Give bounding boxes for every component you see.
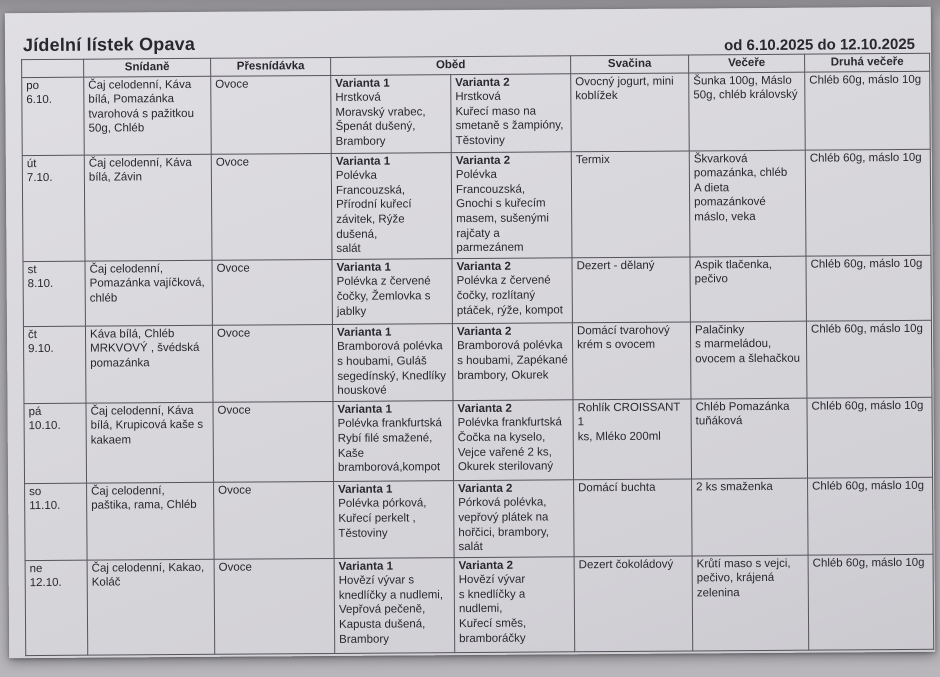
lunch-variant1-text: Polévka Francouzská, Přírodní kuřecí závitek, Rýže dušená, salát	[335, 169, 412, 256]
lunch-variant2-text: Polévka frankfurtská Čočka na kyselo, Vejce vařené 2 ks, Okurek sterilovaný	[457, 416, 562, 474]
header-second-dinner: Druhá večeře	[805, 53, 930, 71]
day-date: 10.10.	[28, 420, 61, 433]
morning-snack-cell: Ovoce	[211, 75, 332, 154]
page-title: Jídelní lístek Opava	[22, 33, 196, 56]
lunch-variant2-cell	[453, 400, 574, 481]
row-saturday	[25, 477, 934, 560]
variant2-label: Varianta 2	[458, 559, 514, 572]
header-breakfast: Snídaně	[84, 58, 211, 76]
lunch-variant1-text: Polévka pórková, Kuřecí perkelt , Těstoviny	[338, 497, 427, 540]
morning-snack-cell: Ovoce	[214, 558, 335, 654]
lunch-variant2-cell	[452, 258, 572, 324]
lunch-variant2-cell	[454, 556, 575, 652]
day-cell	[25, 560, 88, 655]
lunch-variant1-text: Polévka frankfurtská Rybí filé smažené, Kaše bramborová,kompot	[337, 417, 442, 475]
morning-snack-cell: Ovoce	[212, 259, 332, 325]
day-abbrev: so	[29, 485, 42, 498]
second-dinner-cell: Chléb 60g, máslo 10g	[805, 149, 931, 256]
variant1-label: Varianta 1	[336, 326, 392, 339]
morning-snack-cell: Ovoce	[212, 324, 333, 402]
variant1-label: Varianta 1	[336, 261, 391, 274]
afternoon-snack-cell: Termix	[571, 151, 690, 258]
variant2-label: Varianta 2	[455, 154, 511, 167]
variant1-label: Varianta 1	[338, 560, 394, 573]
date-range: od 6.10.2025 do 12.10.2025	[723, 35, 916, 55]
lunch-variant2-text: Polévka z červené čočky, rozlítaný ptáček, rýže, kompot	[456, 274, 563, 317]
lunch-variant1-cell	[333, 400, 454, 481]
variant1-label: Varianta 1	[337, 403, 392, 416]
lunch-variant2-text: Bramborová polévka s houbami, Zapékané brambory, Okurek	[457, 339, 568, 382]
afternoon-snack-cell: Rohlík CROISSANT 1 ks, Mléko 200ml	[573, 399, 692, 480]
day-abbrev: čt	[27, 328, 38, 341]
day-date: 9.10.	[28, 343, 54, 356]
dinner-cell: Palačinky s marmeládou, ovocem a šlehačkou	[690, 321, 807, 399]
day-date: 12.10.	[29, 577, 62, 590]
day-date: 11.10.	[29, 500, 61, 513]
second-dinner-cell: Chléb 60g, máslo 10g	[807, 397, 933, 478]
breakfast-cell: Čaj celodenní, paštika, rama, Chléb	[87, 482, 215, 560]
morning-snack-cell: Ovoce	[211, 153, 332, 260]
lunch-variant2-cell	[452, 323, 573, 401]
lunch-variant1-cell	[334, 557, 455, 653]
lunch-variant2-text: Polévka Francouzská, Gnochi s kuřecím masem, sušenými rajčaty a parmezánem	[455, 168, 549, 255]
header-lunch: Oběd	[331, 56, 571, 75]
breakfast-cell: Čaj celodenní, Pomazánka vajíčková, chléb	[85, 260, 212, 326]
afternoon-snack-cell: Dezert čokoládový	[574, 556, 693, 652]
afternoon-snack-cell: Ovocný jogurt, mini koblížek	[571, 73, 690, 152]
variant2-label: Varianta 2	[457, 402, 512, 415]
row-monday	[22, 71, 931, 155]
variant2-label: Varianta 2	[455, 76, 510, 89]
header-afternoon-snack: Svačina	[571, 55, 689, 73]
breakfast-cell: Čaj celodenní, Káva bílá, Pomazánka tvarohová s pažitkou 50g, Chléb	[84, 76, 212, 155]
lunch-variant1-cell	[332, 258, 452, 324]
afternoon-snack-cell: Domácí tvarohový krém s ovocem	[572, 322, 691, 400]
variant1-label: Varianta 1	[335, 77, 390, 90]
lunch-variant1-cell	[331, 152, 452, 259]
lunch-variant2-text: Hovězí vývar s knedlíčky a nudlemi, Kuřecí směs, bramboráčky	[458, 573, 527, 645]
weekly-menu-table	[21, 53, 934, 656]
variant2-label: Varianta 2	[456, 260, 511, 273]
breakfast-cell: Čaj celodenní, Káva bílá, Krupicová kaše s kakaem	[86, 402, 214, 483]
second-dinner-cell: Chléb 60g, máslo 10g	[805, 71, 931, 150]
second-dinner-cell: Chléb 60g, máslo 10g	[806, 255, 931, 321]
day-abbrev: út	[26, 157, 37, 170]
lunch-variant1-cell	[334, 480, 455, 558]
dinner-cell: Škvarková pomazánka, chléb A dieta pomazánkové máslo, veka	[689, 150, 806, 257]
day-cell	[22, 155, 85, 262]
day-abbrev: pá	[28, 405, 42, 418]
header-day-empty	[22, 59, 84, 77]
second-dinner-cell: Chléb 60g, máslo 10g	[808, 554, 934, 650]
lunch-variant1-text: Polévka z červené čočky, Žemlovka s jablky	[336, 275, 431, 318]
day-cell	[25, 483, 88, 560]
day-cell	[22, 77, 85, 155]
lunch-variant1-text: Hovězí vývar s knedlíčky a nudlemi, Vepřová pečeně, Kapusta dušená, Brambory	[338, 574, 444, 646]
day-cell	[24, 403, 87, 483]
day-cell	[23, 261, 85, 326]
header-dinner: Večeře	[689, 54, 805, 72]
dinner-cell: Chléb Pomazánka tuňáková	[691, 398, 808, 479]
dinner-cell: 2 ks smaženka	[692, 478, 809, 556]
dinner-cell: Aspik tlačenka, pečivo	[690, 256, 806, 322]
day-abbrev: ne	[29, 562, 43, 575]
day-date: 6.10.	[26, 94, 52, 107]
dinner-cell: Šunka 100g, Máslo 50g, chléb královský	[689, 72, 806, 151]
row-tuesday	[22, 149, 931, 261]
menu-paper-sheet	[5, 7, 935, 658]
lunch-variant2-text: Hrstková Kuřecí maso na smetaně s žampióny, Těstoviny	[455, 90, 564, 148]
breakfast-cell: Čaj celodenní, Káva bílá, Závin	[84, 154, 212, 261]
lunch-variant2-cell	[451, 73, 572, 152]
day-abbrev: po	[26, 79, 40, 92]
day-abbrev: st	[27, 263, 37, 276]
afternoon-snack-cell: Domácí buchta	[574, 479, 693, 557]
row-sunday	[25, 554, 934, 655]
variant2-label: Varianta 2	[458, 482, 513, 495]
variant1-label: Varianta 1	[335, 155, 391, 168]
afternoon-snack-cell: Dezert - dělaný	[572, 257, 690, 323]
lunch-variant1-text: Bramborová polévka s houbami, Guláš segedínský, Knedlíky houskové	[337, 340, 447, 398]
day-cell	[23, 326, 86, 403]
header-morning-snack: Přesnídávka	[211, 57, 331, 75]
second-dinner-cell: Chléb 60g, máslo 10g	[806, 320, 932, 398]
lunch-variant2-text: Pórková polévka, vepřový plátek na hořčici, brambory, salát	[458, 496, 549, 554]
breakfast-cell: Čaj celodenní, Kakao, Koláč	[87, 559, 215, 655]
variant2-label: Varianta 2	[456, 325, 512, 338]
day-date: 7.10.	[26, 172, 53, 185]
morning-snack-cell: Ovoce	[213, 401, 334, 482]
row-friday	[24, 397, 933, 483]
lunch-variant2-cell	[454, 479, 575, 557]
variant1-label: Varianta 1	[338, 483, 393, 496]
lunch-variant2-cell	[451, 151, 572, 258]
lunch-variant1-cell	[331, 74, 452, 153]
lunch-variant1-text: Hrstková Moravský vrabec, Špenát dušený, Brambory	[335, 91, 426, 148]
second-dinner-cell: Chléb 60g, máslo 10g	[808, 477, 934, 555]
row-wednesday	[23, 255, 931, 326]
day-date: 8.10.	[27, 278, 54, 291]
morning-snack-cell: Ovoce	[214, 481, 335, 559]
dinner-cell: Krůtí maso s vejci, pečivo, krájená zelenina	[692, 555, 809, 651]
row-thursday	[23, 320, 932, 403]
lunch-variant1-cell	[332, 323, 453, 401]
breakfast-cell: Káva bílá, Chléb MRKVOVÝ , švédská pomazánka	[85, 325, 213, 403]
